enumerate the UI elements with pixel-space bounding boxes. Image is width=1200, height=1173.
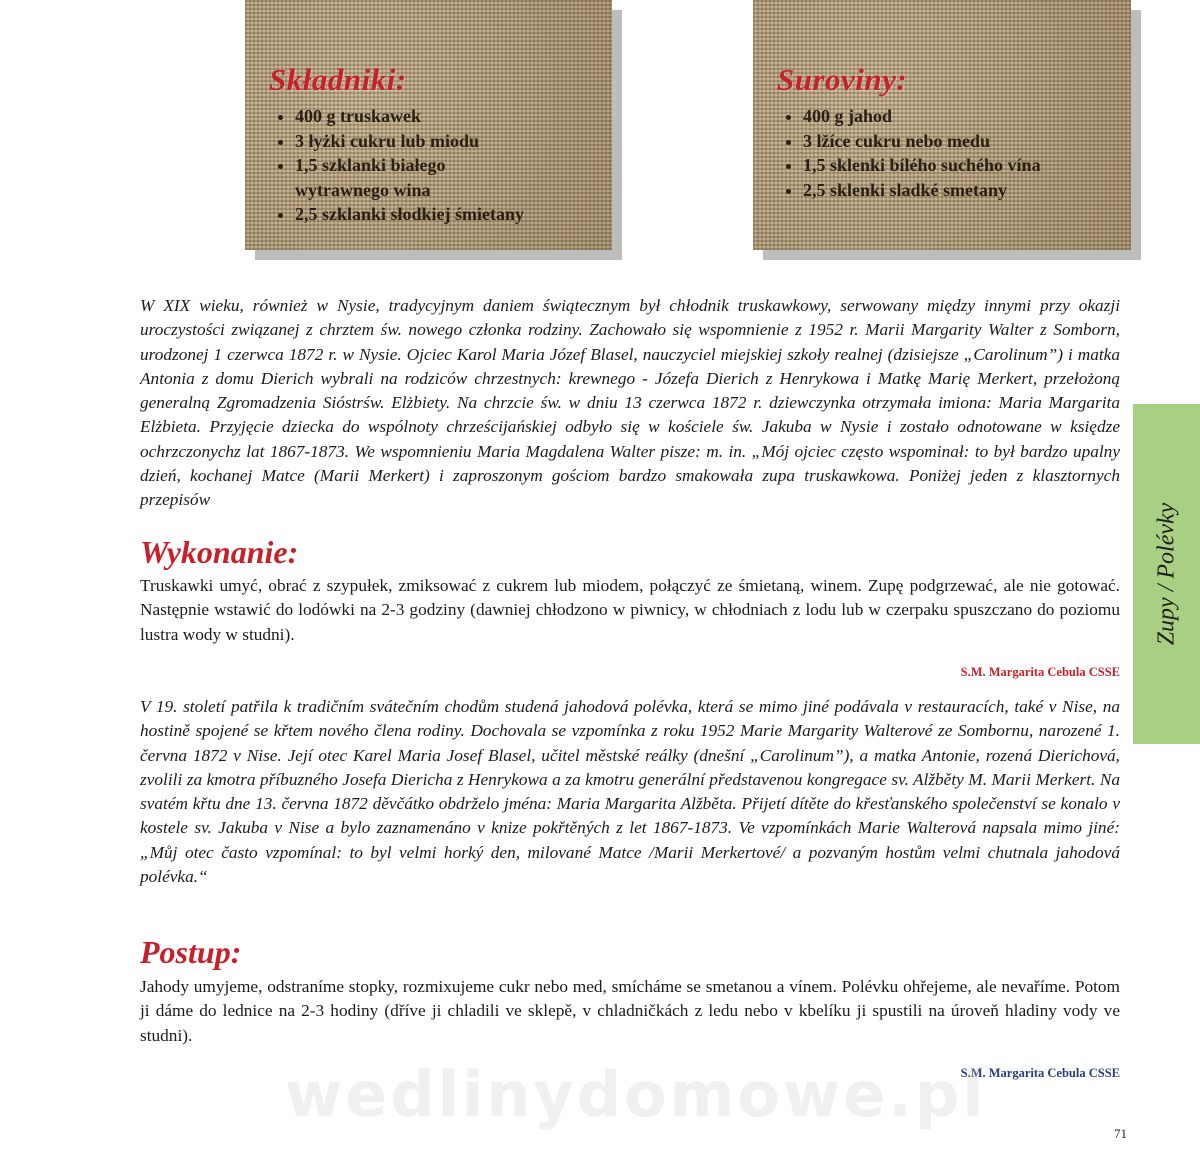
ingredient-item: • 400 g truskawek xyxy=(295,104,524,129)
ingredient-item: • 2,5 sklenki sladké smetany xyxy=(803,178,1041,203)
ingredients-title-pl: Składniki: xyxy=(269,62,407,97)
method-text-pl: Truskawki umyć, obrać z szypułek, zmiksować z cukrem lub miodem, połączyć ze śmietaną, winem. Zupę podgrzewać, ale nie gotować. Następnie wstawić do lodówki na 2-3 godziny (dawniej chłodzono w piwnicy, w chłodniach z lodu lub w czerpaku spuszczano do poziomu lustra wody w studni). xyxy=(140,576,1120,644)
method-heading-pl: Wykonanie: xyxy=(140,534,299,570)
method-heading-cz: Postup: xyxy=(140,934,242,970)
story-paragraph-pl: W XIX wieku, również w Nysie, tradycyjnym daniem świątecznym był chłodnik truskawkowy, serwowany między innymi przy okazji uroczystości związanej z chrztem św. nowego członka rodziny. Zachowało się wspomnienie z 1952 r. Marii Margarity Walter z Somborn, urodzonej 1 czerwca 1872 r. w Nysie. Ojciec Karol Maria Józef Blasel, nauczyciel miejskiej szkoły realnej (dzisiejsze „Carolinum”) i matka Antonia z domu Dierich wybrali na rodziców chrzestnych: krewnego - Józefa Dierich z Henrykowa i Matkę Marię Merkert, przełożoną generalną Zgromadzenia Sióstrśw. Elżbiety. Na chrzcie św. w dniu 13 czerwca 1872 r. dziewczynka otrzymała imiona: Maria Margarita Elżbieta. Przyjęcie dziecka do wspólnoty chrześcijańskiej odbyło się w kościele św. Jakuba w Nysie i zostało odnotowane w księdze ochrzczonychz lat 1867-1873. We wspomnieniu Maria Magdalena Walter pisze: m. in. „Mój ojciec często wspominał: to był bardzo upalny dzień, kochanej Matce (Marii Merkert) i zaproszonym gościom bardzo smakowała zupa truskawkowa. Poniżej jeden z klasztornych przepisów xyxy=(140,296,1120,510)
ingredients-box-pl xyxy=(245,0,612,250)
ingredients-list-cz xyxy=(783,104,1041,202)
ingredient-item: • 3 łyżki cukru lub miodu xyxy=(295,129,524,154)
ingredient-item: • 1,5 sklenki bílého suchého vína xyxy=(803,153,1041,178)
page-number: 71 xyxy=(1114,1126,1127,1141)
ingredient-item: • 2,5 szklanki słodkiej śmietany xyxy=(295,202,524,227)
ingredient-item: • 3 lžíce cukru nebo medu xyxy=(803,129,1041,154)
author-signature-pl: S.M. Margarita Cebula CSSE xyxy=(960,665,1120,679)
watermark: wedlinydomowe.pl xyxy=(285,1058,987,1131)
ingredients-box-cz xyxy=(753,0,1131,250)
author-signature-cz: S.M. Margarita Cebula CSSE xyxy=(960,1066,1120,1080)
method-text-cz: Jahody umyjeme, odstraníme stopky, rozmixujeme cukr nebo med, smícháme se smetanou a vínem. Polévku ohřejeme, ale nevaříme. Potom ji dáme do lednice na 2-3 hodiny (dříve ji chladili ve sklepě, v chladničkách z ledu nebo v kbelíku ji spustili na úroveň hladiny vody ve studni). xyxy=(140,977,1120,1045)
chapter-side-tab xyxy=(1133,404,1200,744)
ingredients-title-cz: Suroviny: xyxy=(777,62,908,97)
story-paragraph-cz: V 19. století patřila k tradičním svátečním chodům studená jahodová polévka, která se mimo jiné podávala v restauracích, také v Nise, na hostině spojené se křtem nového člena rodiny. Dochovala se vzpomínka z roku 1952 Marie Margarity Walterové ze Sombornu, narozené 1. června 1872 v Nise. Její otec Karel Maria Josef Blasel, učitel městské reálky (dnešní „Carolinum”), a matka Antonie, rozená Dierichová, zvolili za kmotra příbuzného Josefa Diericha z Henrykowa a za kmotru generální představenou kongregace sv. Alžběty M. Marii Merkert. Na svatém křtu dne 13. června 1872 děvčátko obdrželo jména: Maria Margarita Alžběta. Přijetí dítěte do křesťanského společenství se konalo v kostele sv. Jakuba v Nise a bylo zaznamenáno v knize pokřtěných z let 1867-1873. Ve vzpomínkách Marie Walterová napsala mimo jiné: „Můj otec často vzpomínal: to byl velmi horký den, milované Matce /Marii Merkertové/ a pozvaným hostům velmi chutnala jahodová polévka.“ xyxy=(140,697,1120,887)
ingredient-item: • 400 g jahod xyxy=(803,104,1041,129)
ingredient-item: • 1,5 szklanki białego wytrawnego wina xyxy=(295,153,495,202)
ingredients-list-pl xyxy=(275,104,524,227)
chapter-tab-label: Zupy / Polévky xyxy=(1153,502,1179,646)
